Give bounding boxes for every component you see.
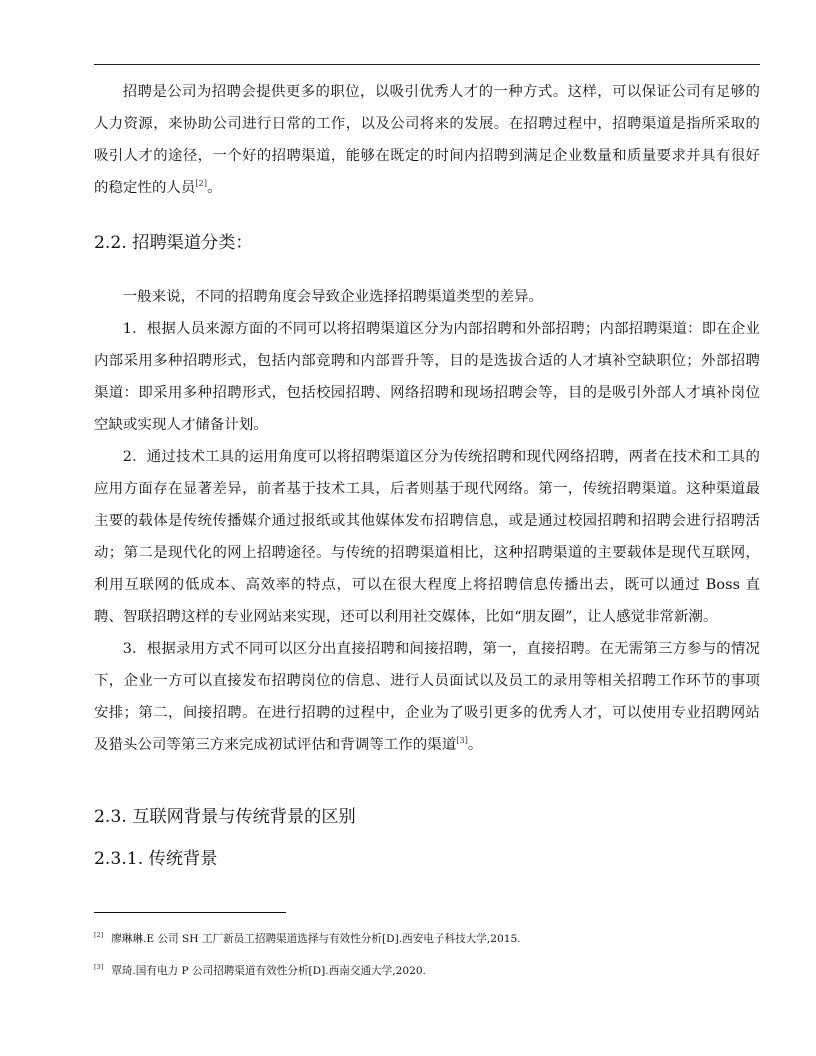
- header-rule: [94, 64, 760, 65]
- paragraph-overview: 一般来说，不同的招聘角度会导致企业选择招聘渠道类型的差异。: [122, 289, 544, 305]
- section-heading-2-2: 2.2. 招聘渠道分类：: [94, 233, 253, 253]
- citation-ref[interactable]: [2]: [195, 179, 208, 188]
- paragraph-item-1: 1．根据人员来源方面的不同可以将招聘渠道区分为内部招聘和外部招聘；内部招聘渠道：即在企业内部采用多种招聘形式，包括内部竞聘和内部晋升等，目的是选拔合适的人才填补空缺职位；外部招聘渠道：即采用多种招聘形式，包括校园招聘、网络招聘和现场招聘会等，目的是吸引外部人才填补岗位空缺或实现人才储备计划。: [94, 321, 760, 433]
- section-heading-2-3: 2.3. 互联网背景与传统背景的区别: [94, 807, 356, 827]
- citation-ref[interactable]: [3]: [456, 736, 468, 745]
- footnote-mark: [2]: [94, 931, 104, 939]
- paragraph-intro: 招聘是公司为招聘会提供更多的职位，以吸引优秀人才的一种方式。这样，可以保证公司有足够的人力资源，来协助公司进行日常的工作，以及公司将来的发展。在招聘过程中，招聘渠道是指所采取的吸引人才的途径，一个好的招聘渠道，能够在既定的时间内招聘到满足企业数量和质量要求并具有很好的稳定性的人员[2]。: [94, 84, 760, 196]
- subsection-heading-2-3-1: 2.3.1. 传统背景: [94, 849, 218, 869]
- footnote-2: [2] 廖琳琳.E 公司 SH 工厂新员工招聘渠道选择与有效性分析[D].西安电子科技大学,2015.: [94, 931, 521, 945]
- footnote-mark: [3]: [94, 963, 104, 971]
- paragraph-item-2: 2．通过技术工具的运用角度可以将招聘渠道区分为传统招聘和现代网络招聘，两者在技术和工具的应用方面存在显著差异，前者基于技术工具，后者则基于现代网络。第一，传统招聘渠道。这种渠道最主要的载体是传统传播媒介通过报纸或其他媒体发布招聘信息，或是通过校园招聘和招聘会进行招聘活动；第二是现代化的网上招聘途径。与传统的招聘渠道相比，这种招聘渠道的主要载体是现代互联网，利用互联网的低成本、高效率的特点，可以在很大程度上将招聘信息传播出去，既可以通过 Boss 直聘、智联招聘这样的专业网站来实现，还可以利用社交媒体，比如“朋友圈”，让人感觉非常新潮。: [94, 449, 760, 625]
- footnote-3: [3] 覃琦.国有电力 P 公司招聘渠道有效性分析[D].西南交通大学,2020.: [94, 963, 426, 977]
- footnote-rule: [94, 912, 286, 913]
- paragraph-item-3: 3．根据录用方式不同可以区分出直接招聘和间接招聘，第一，直接招聘。在无需第三方参与的情况下，企业一方可以直接发布招聘岗位的信息、进行人员面试以及员工的录用等相关招聘工作环节的事项安排；第二，间接招聘。在进行招聘的过程中，企业为了吸引更多的优秀人才，可以使用专业招聘网站及猎头公司等第三方来完成初试评估和背调等工作的渠道[3]。: [94, 641, 760, 753]
